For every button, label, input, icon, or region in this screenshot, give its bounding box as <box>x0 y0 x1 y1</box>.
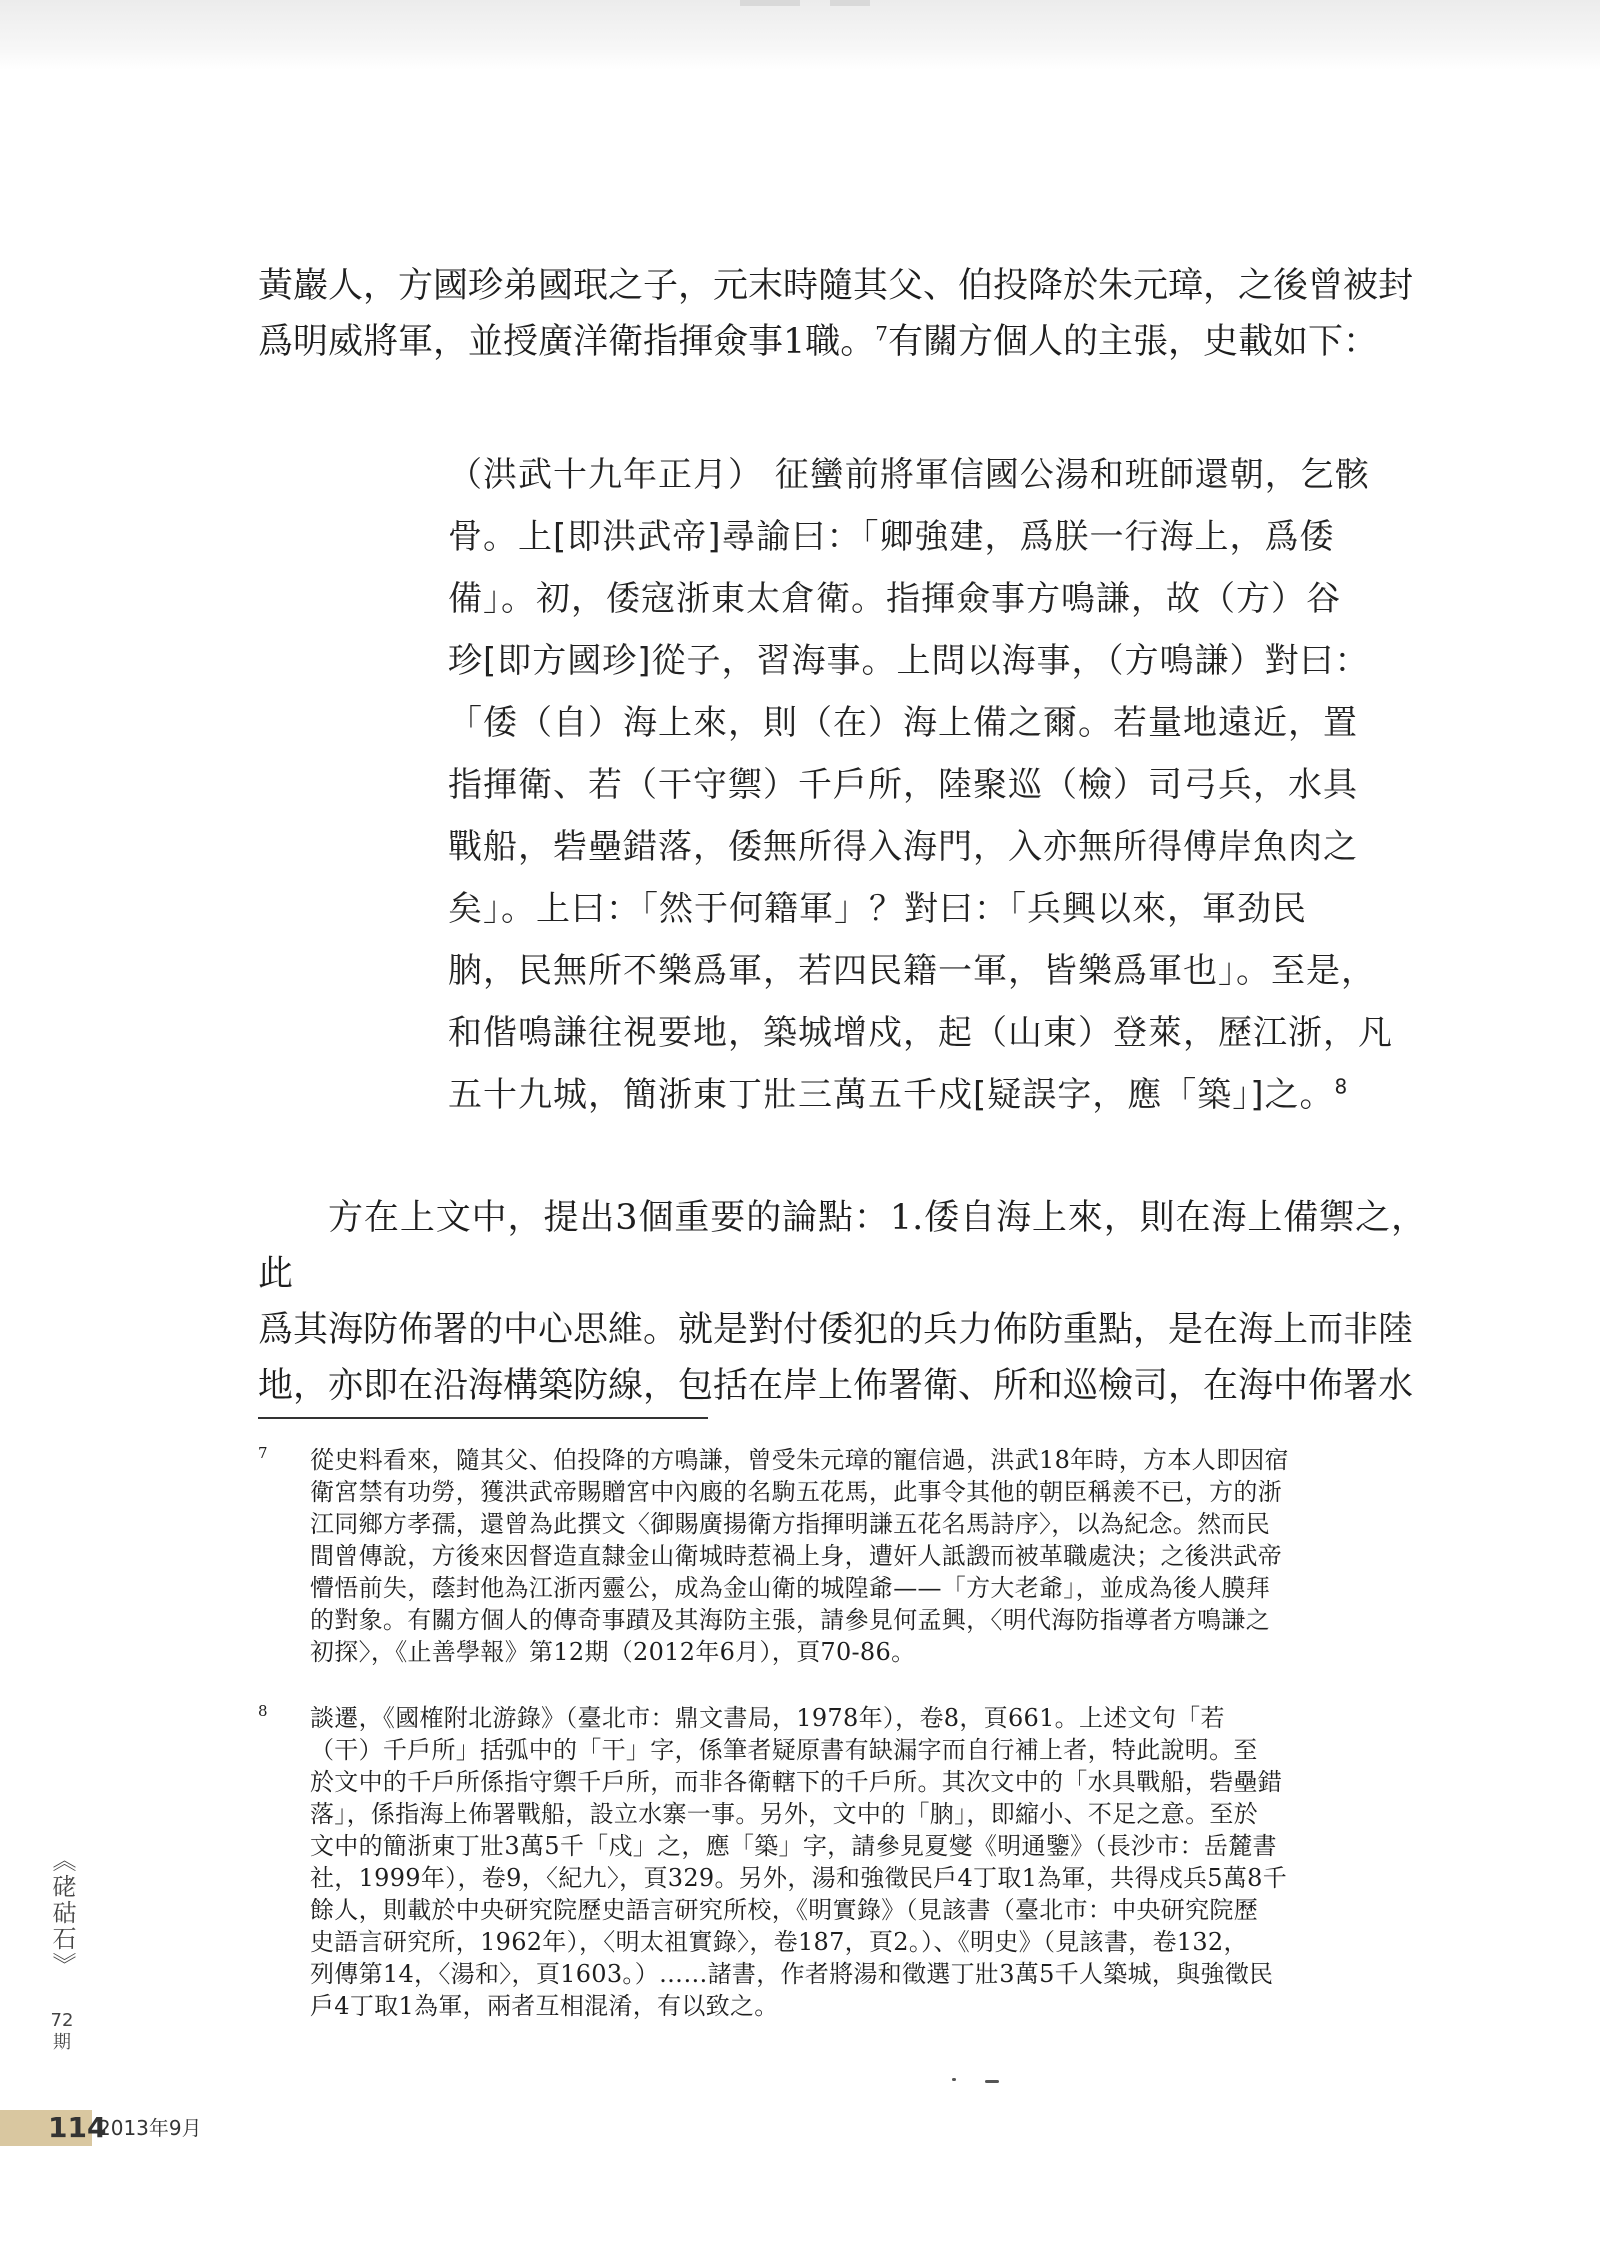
footnote-line: 戶4丁取1為軍，兩者互相混淆，有以致之。 <box>310 1992 779 2020</box>
intro-line-text: 爲明威將軍，並授廣洋衛指揮僉事1職。 <box>258 322 876 362</box>
intro-line: 黃巖人，方國珍弟國珉之子，元末時隨其父、伯投降於朱元璋，之後曾被封 <box>258 266 1414 306</box>
issue-number: 72期 <box>50 2010 74 2053</box>
footnote-line: （干）千戶所」括弧中的「干」字，係筆者疑原書有缺漏字而自行補上者，特此說明。至 <box>310 1736 1258 1764</box>
body-line: 方在上文中，提出3個重要的論點：1.倭自海上來，則在海上備禦之，此 <box>258 1198 1426 1294</box>
scan-speck <box>952 2078 956 2081</box>
footnote-line: 史語言研究所，1962年），〈明太祖實錄〉，卷187，頁2。）、《明史》（見該書，卷132， <box>310 1928 1248 1956</box>
intro-line-text: 有關方個人的主張，史載如下： <box>888 322 1379 362</box>
footnote-line: 文中的簡浙東丁壯3萬5千「戍」之，應「築」字，請參見夏燮《明通鑒》（長沙市：岳麓書 <box>310 1832 1277 1860</box>
footnote-line: 於文中的千戶所係指守禦千戶所，而非各衛轄下的千戶所。其次文中的「水具戰船，砦壘錯 <box>310 1768 1282 1796</box>
quote-line: 和偕鳴謙往視要地，築城增戍，起（山東）登萊，歷江浙，凡 <box>448 1013 1393 1053</box>
quote-line: 指揮衛、若（干守禦）千戶所，陸聚巡（檢）司弓兵，水具 <box>448 765 1358 805</box>
footnote-line: 間曾傳說，方後來因督造直隸金山衛城時惹禍上身，遭奸人詆譭而被革職處決；之後洪武帝 <box>310 1542 1282 1570</box>
footnote-line: 談遷，《國榷附北游錄》（臺北市：鼎文書局，1978年），卷8，頁661。上述文句「若 <box>310 1704 1225 1732</box>
block-quote <box>448 444 1438 1126</box>
quote-line: 骨。上[即洪武帝]尋諭曰：「卿強建，爲朕一行海上，爲倭 <box>448 517 1335 557</box>
footnote-ref-7[interactable]: 7 <box>875 321 889 346</box>
footnote-line: 衛宮禁有功勞，獲洪武帝賜贈宮中內廄的名駒五花馬，此事令其他的朝臣稱羨不已，方的浙 <box>310 1478 1282 1506</box>
footnote-divider <box>258 1417 708 1419</box>
footnote-ref-8[interactable]: 8 <box>1334 1074 1349 1099</box>
footnote-line: 懵悟前失，蔭封他為江浙丙靈公，成為金山衛的城隍爺——「方大老爺」，並成為後人膜拜 <box>310 1574 1270 1602</box>
footnote-body <box>310 1702 1426 2022</box>
publication-date: 2013年9月 <box>98 2116 202 2140</box>
footnote-line: 江同鄉方孝孺，還曾為此撰文〈御賜廣揚衛方指揮明謙五花名馬詩序〉，以為紀念。然而民 <box>310 1510 1270 1538</box>
footnote-line: 社，1999年），卷9，〈紀九〉，頁329。另外，湯和強徵民戶4丁取1為軍，共得戍兵5萬8千 <box>310 1864 1288 1892</box>
footnote-line: 從史料看來，隨其父、伯投降的方鳴謙，曾受朱元璋的寵信過，洪武18年時，方本人即因宿 <box>310 1446 1289 1474</box>
quote-line-text: 五十九城，簡浙東丁壯三萬五千戍[疑誤字，應「築」]之。 <box>448 1075 1335 1115</box>
footnote-body <box>310 1444 1426 1668</box>
body-line: 爲其海防佈署的中心思維。就是對付倭犯的兵力佈防重點，是在海上而非陸 <box>258 1310 1414 1350</box>
footnote-number: 7 <box>258 1444 268 1462</box>
scan-mark <box>740 0 800 6</box>
footnote-line: 餘人，則載於中央研究院歷史語言研究所校，《明實錄》（見該書（臺北市：中央研究院歷 <box>310 1896 1258 1924</box>
footnote-line: 初探〉，《止善學報》第12期（2012年6月），頁70-86。 <box>310 1638 916 1666</box>
quote-line: 戰船，砦壘錯落，倭無所得入海門，入亦無所得傅岸魚肉之 <box>448 827 1358 867</box>
quote-line: 珍[即方國珍]從子，習海事。上問以海事，（方鳴謙）對曰： <box>448 641 1370 681</box>
quote-line: 矣」。上曰：「然于何籍軍」？對曰：「兵興以來，軍劲民 <box>448 889 1307 929</box>
footnote-line: 列傳第14，〈湯和〉，頁1603。）……諸書，作者將湯和徵選丁壯3萬5千人築城，與強徵民 <box>310 1960 1274 1988</box>
footnote-number: 8 <box>258 1702 268 1720</box>
quote-line: （洪武十九年正月） 征蠻前將軍信國公湯和班師還朝，乞骸 <box>448 455 1370 495</box>
intro-line <box>258 314 1426 370</box>
intro-paragraph <box>258 258 1426 370</box>
scan-speck <box>985 2080 999 2083</box>
quote-line: 朒，民無所不樂爲軍，若四民籍一軍，皆樂爲軍也」。至是， <box>448 951 1376 991</box>
footnote-line: 的對象。有關方個人的傳奇事蹟及其海防主張，請參見何孟興，〈明代海防指導者方鳴謙之 <box>310 1606 1270 1634</box>
quote-line: 「倭（自）海上來，則（在）海上備之爾。若量地遠近，置 <box>448 703 1358 743</box>
journal-title: 《硓𥑮石》 <box>48 1848 76 1978</box>
scan-mark <box>830 0 870 6</box>
quote-line: 備」。初，倭寇浙東太倉衛。指揮僉事方鳴謙，故（方）谷 <box>448 579 1341 619</box>
quote-line <box>448 1064 1438 1126</box>
body-paragraph <box>258 1190 1426 1414</box>
footnote-line: 落」，係指海上佈署戰船，設立水寨一事。另外，文中的「朒」，即縮小、不足之意。至於 <box>310 1800 1258 1828</box>
page-number: 114 <box>48 2111 107 2144</box>
body-line: 地，亦即在沿海構築防線，包括在岸上佈署衛、所和巡檢司，在海中佈署水 <box>258 1366 1414 1406</box>
scan-top-shadow <box>0 0 1600 70</box>
